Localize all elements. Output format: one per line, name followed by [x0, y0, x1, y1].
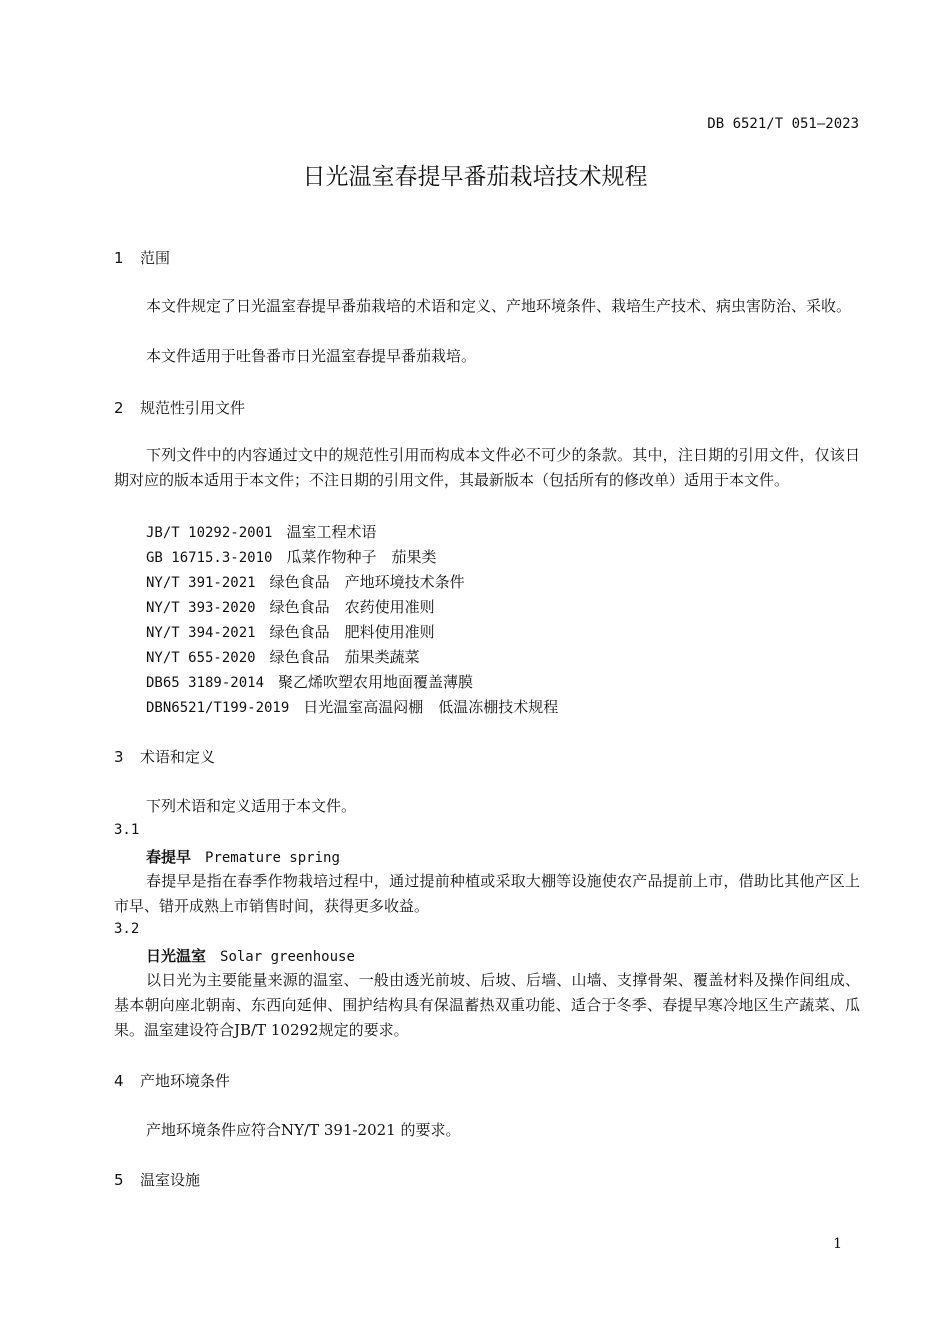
reference-item	[146, 696, 558, 717]
reference-item	[146, 671, 473, 692]
reference-code: NY/T 393-2020	[146, 600, 256, 616]
section-number: 3	[114, 748, 124, 766]
terms-intro: 下列术语和定义适用于本文件。	[146, 797, 357, 815]
reference-title: 绿色食品 产地环境技术条件	[269, 573, 465, 591]
reference-title: 瓜菜作物种子 茄果类	[286, 548, 437, 566]
reference-title: 绿色食品 肥料使用准则	[269, 623, 435, 641]
reference-code: DB65 3189-2014	[146, 675, 265, 691]
term-definition: 春提早是指在春季作物栽培过程中，通过提前种植或采取大棚等设施使农产品提前上市，借助比其他产区上市早、错开成熟上市销售时间，获得更多收益。	[114, 872, 860, 915]
page-title: 日光温室春提早番茄栽培技术规程	[302, 164, 648, 190]
reference-code: NY/T 655-2020	[146, 650, 256, 666]
section-title: 温室设施	[140, 1171, 201, 1189]
term-en: Premature spring	[205, 850, 340, 866]
section-heading-2	[114, 397, 245, 418]
reference-title: 聚乙烯吹塑农用地面覆盖薄膜	[278, 673, 474, 691]
section-title: 范围	[140, 249, 171, 267]
reference-item	[146, 521, 376, 542]
reference-title: 日光温室高温闷棚 低温冻棚技术规程	[303, 698, 559, 716]
term-number: 3.1	[114, 822, 140, 838]
section-number: 1	[114, 249, 124, 267]
section-heading-1	[114, 247, 170, 268]
term-heading	[146, 846, 340, 867]
normative-intro: 下列文件中的内容通过文中的规范性引用而构成本文件必不可少的条款。其中，注日期的引用文件，仅该日期对应的版本适用于本文件；不注日期的引用文件，其最新版本（包括所有的修改单）适用于本文件。	[114, 446, 860, 489]
term-zh: 春提早	[146, 848, 192, 866]
term-definition: 以日光为主要能量来源的温室、一般由透光前坡、后坡、后墙、山墙、支撑骨架、覆盖材料及操作间组成、基本朝向座北朝南、东西向延伸、围护结构具有保温蓄热双重功能、适合于冬季、春提早寒冷地区生产蔬菜、瓜果。温室建设符合JB/T 10292规定的要求。	[114, 971, 860, 1039]
document-number: DB 6521/T 051—2023	[707, 116, 859, 132]
reference-code: NY/T 391-2021	[146, 575, 256, 591]
term-en: Solar greenhouse	[220, 949, 355, 965]
section-heading-3	[114, 746, 215, 767]
environment-paragraph: 产地环境条件应符合NY/T 391-2021 的要求。	[146, 1121, 461, 1139]
reference-code: NY/T 394-2021	[146, 625, 256, 641]
term-heading	[146, 945, 355, 966]
section-number: 2	[114, 399, 124, 417]
reference-title: 温室工程术语	[286, 523, 377, 541]
section-title: 规范性引用文件	[140, 399, 246, 417]
section-number: 5	[114, 1171, 124, 1189]
term-zh: 日光温室	[146, 947, 207, 965]
reference-title: 绿色食品 茄果类蔬菜	[269, 648, 420, 666]
section-title: 产地环境条件	[140, 1072, 231, 1090]
reference-title: 绿色食品 农药使用准则	[269, 598, 435, 616]
reference-code: DBN6521/T199-2019	[146, 700, 290, 716]
reference-item	[146, 621, 435, 642]
reference-code: JB/T 10292-2001	[146, 525, 273, 541]
reference-item	[146, 646, 420, 667]
section-heading-5	[114, 1169, 200, 1190]
scope-paragraph-2: 本文件适用于吐鲁番市日光温室春提早番茄栽培。	[146, 347, 477, 365]
reference-item	[146, 571, 465, 592]
section-heading-4	[114, 1070, 230, 1091]
term-number: 3.2	[114, 921, 140, 937]
page-number: 1	[833, 1236, 842, 1252]
scope-paragraph-1: 本文件规定了日光温室春提早番茄栽培的术语和定义、产地环境条件、栽培生产技术、病虫害防治、采收。	[146, 297, 852, 315]
reference-item	[146, 596, 435, 617]
reference-code: GB 16715.3-2010	[146, 550, 273, 566]
section-number: 4	[114, 1072, 124, 1090]
reference-item	[146, 546, 436, 567]
section-title: 术语和定义	[140, 748, 216, 766]
